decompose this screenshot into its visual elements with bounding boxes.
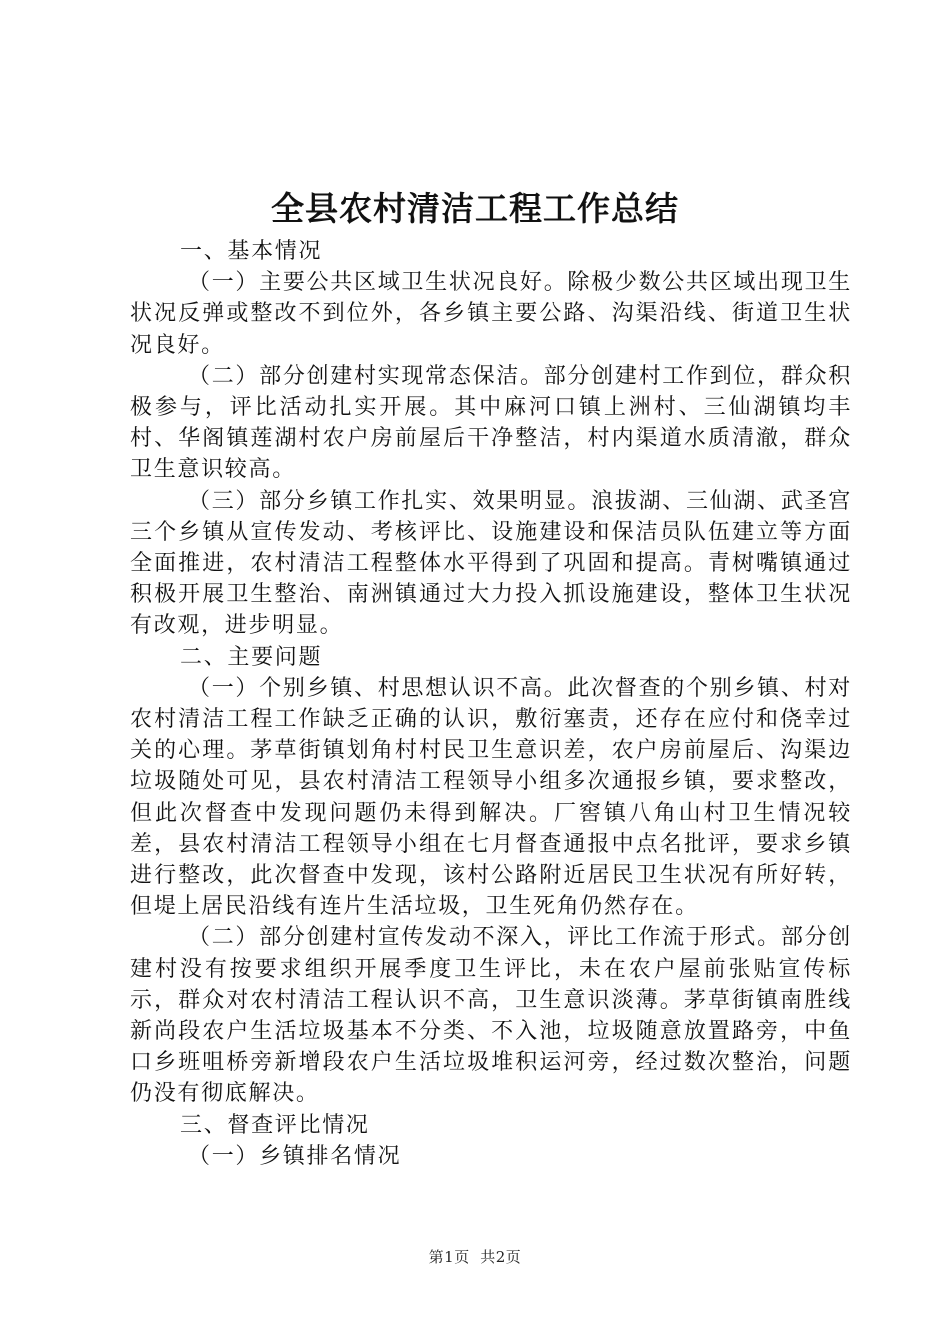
page-footer: [0, 1246, 950, 1267]
document-body: [130, 236, 852, 1172]
section-heading-evaluation: 三、督查评比情况: [180, 1112, 370, 1138]
paragraph: （一）个别乡镇、村思想认识不高。此次督查的个别乡镇、村对农村清洁工程工作缺乏正确的认识，敷衍塞责，还存在应付和侥幸过关的心理。茅草街镇划角村村民卫生意识差，农户房前屋后、沟渠边垃圾随处可见，县农村清洁工程领导小组多次通报乡镇，要求整改，但此次督查中发现问题仍未得到解决。厂窖镇八角山村卫生情况较差，县农村清洁工程领导小组在七月督查通报中点名批评，要求乡镇进行整改，此次督查中发现，该村公路附近居民卫生状况有所好转，但堤上居民沿线有连片生活垃圾，卫生死角仍然存在。: [130, 675, 852, 920]
section-heading-basic: 一、基本情况: [180, 239, 323, 264]
section-heading-problems: 二、主要问题: [180, 644, 323, 670]
page-number: 第1页: [428, 1248, 470, 1266]
paragraph: （一）主要公共区域卫生状况良好。除极少数公共区域出现卫生状况反弹或整改不到位外，各乡镇主要公路、沟渠沿线、街道卫生状况良好。: [130, 270, 852, 358]
paragraph: （二）部分创建村实现常态保洁。部分创建村工作到位，群众积极参与，评比活动扎实开展。其中麻河口镇上洲村、三仙湖镇均丰村、华阁镇莲湖村农户房前屋后干净整洁，村内渠道水质清澈，群众卫生意识较高。: [130, 363, 852, 483]
page-total: 共2页: [480, 1248, 522, 1266]
document-title: 全县农村清洁工程工作总结: [271, 189, 679, 228]
sub-heading: （一）乡镇排名情况: [188, 1143, 402, 1169]
paragraph: （二）部分创建村宣传发动不深入，评比工作流于形式。部分创建村没有按要求组织开展季度卫生评比，未在农户屋前张贴宣传标示，群众对农村清洁工程认识不高，卫生意识淡薄。茅草街镇南胜线新尚段农户生活垃圾基本不分类、不入池，垃圾随意放置路旁，中鱼口乡班咀桥旁新增段农户生活垃圾堆积运河旁，经过数次整治，问题仍没有彻底解决。: [130, 925, 852, 1107]
paragraph: （三）部分乡镇工作扎实、效果明显。浪拔湖、三仙湖、武圣宫三个乡镇从宣传发动、考核评比、设施建设和保洁员队伍建立等方面全面推进，农村清洁工程整体水平得到了巩固和提高。青树嘴镇通过积极开展卫生整治、南洲镇通过大力投入抓设施建设，整体卫生状况有改观，进步明显。: [130, 488, 852, 639]
